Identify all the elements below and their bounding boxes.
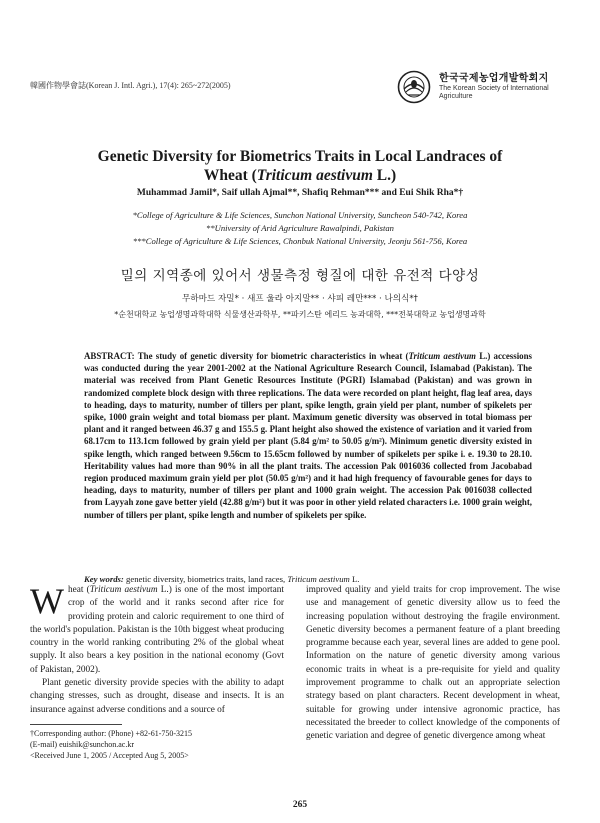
- korean-authors: 무하마드 자밀* · 새프 울라 아지말** · 샤피 레만*** · 나의식*†: [182, 294, 418, 304]
- keywords: Key words: genetic diversity, biometrics traits, land races, Triticum aestivum L.: [84, 574, 360, 584]
- author-list: Muhammad Jamil*, Saif ullah Ajmal**, Shafiq Rehman*** and Eui Shik Rha*†: [136, 188, 464, 198]
- page-number: 265: [292, 800, 308, 810]
- korean-affiliations: *순천대학교 농업생명과학대학 식물생산과학부, **파키스탄 에리드 농과대학, ***전북대학교 농업생명과학: [114, 310, 486, 319]
- society-masthead: [397, 68, 577, 106]
- abstract: ABSTRACT: The study of genetic diversity for biometric characteristics in wheat (Triticum aestivum L.) accessions was conducted during the year 2001-2002 at the National Agriculture Research Council, Islamabad (Pakistan). The material was received from Plant Genetic Resources Institute (PGRI) Islamabad (Pakistan) and was grown in randomized complete block design with three replications. The data were recorded on plant height, flag leaf area, days to heading, days to maturity, number of tillers per plant, spike length, grain yield per plant, number of spikelets per spike, 1000 grain weight and total biomass per plant. Maximum genetic diversity was observed in total biomass per plant and it ranged between 46.37 g and 155.5 g. Plant height also showed the existence of variation and it varied from 68.17cm to 113.1cm followed by grain yield per plant (5.84 g/m² to 50.05 g/m²). Minimum genetic diversity existed in spike length, which ranged between 9.56cm to 15.65cm followed by number of spikelets per spike i. e. 19.30 to 28.10. Heritability values had more than 90% in all the plant traits. The accession Pak 0016036 collected from Jacobabad region produced maximum grain yield per plot (50.05 g/m²) and it had high frequency of favourable genes for days to heading, days to maturity, number of tillers per plant and 1000 grain weight. The accession Pak 0016038 collected from Layyah zone gave better yield (42.88 g/m²) but it was poor in other yield related characters i.e. 1000 grain weight, number of tillers per plant, spike length and number of spikelets per spike.: [84, 351, 532, 520]
- affiliation-1: *College of Agriculture & Life Sciences, Sunchon National University, Suncheon 540-742, Korea: [132, 210, 468, 220]
- society-name-english: The Korean Society of International Agriculture: [439, 85, 549, 100]
- society-name-korean: 한국국제농업개발학회지: [439, 73, 549, 84]
- footnote-corresponding: †Corresponding author: (Phone) +82-61-750-3215: [30, 728, 193, 738]
- intro-paragraph-3: improved quality and yield traits for crop improvement. The wise use and management of genetic diversity allow us to feed the increasing population without destroying the fragile environment. Genetic diversity becomes a permanent feature of a plant breeding programme because each year, several lines are added to gene pool. Information on the nature of genetic diversity among various economic traits in wheat is a pre-requisite for yield and quality improvement programme to chalk out an appropriate selection strategy based on plant characters. Recent development in wheat, suitable for growing under intensive agronomic practice, has necessitated the breeder to collect knowledge of the components of genetic variation and degree of genetic divergence among wheat: [306, 585, 560, 742]
- intro-paragraph-2: Plant genetic diversity provide species with the ability to adapt changing stresses, such as drought, disease and insects. It is an insurance against adverse conditions and a source of: [30, 678, 284, 715]
- footnote-rule: [30, 724, 122, 725]
- footnote-received: <Received June 1, 2005 / Accepted Aug 5, 2005>: [30, 750, 189, 760]
- affiliation-3: ***College of Agriculture & Life Sciences, Chonbuk National University, Jeonju 561-756, Korea: [132, 236, 468, 246]
- running-head: 韓國作物學會誌(Korean J. Intl. Agri.), 17(4): 265~272(2005): [30, 81, 231, 90]
- paper-title: Genetic Diversity for Biometrics Traits in Local Landraces of Wheat (Triticum aestivum L.): [97, 148, 503, 184]
- affiliation-2: **University of Arid Agriculture Rawalpindi, Pakistan: [206, 223, 394, 233]
- korean-title: 밀의 지역종에 있어서 생물측정 형질에 대한 유전적 다양성: [120, 268, 480, 284]
- affiliations: [40, 209, 560, 248]
- body-column-right: [306, 584, 560, 744]
- body-column-left: [30, 581, 284, 761]
- intro-paragraph-1: Wheat (Triticum aestivum L.) is one of the most important crop of the world and it ranks second after rice for providing protein and caloric requirement to one third of the world's population. Pakistan is the 10th biggest wheat producing country in the world ranking contributing 2% of the global wheat supply. It also bears a key position in the national economy (Govt of Pakistan, 2002).: [30, 581, 284, 675]
- footnote-email: (E-mail) euishik@sunchon.ac.kr: [30, 739, 135, 749]
- drop-cap: W: [30, 581, 64, 621]
- society-emblem-icon: [397, 70, 431, 104]
